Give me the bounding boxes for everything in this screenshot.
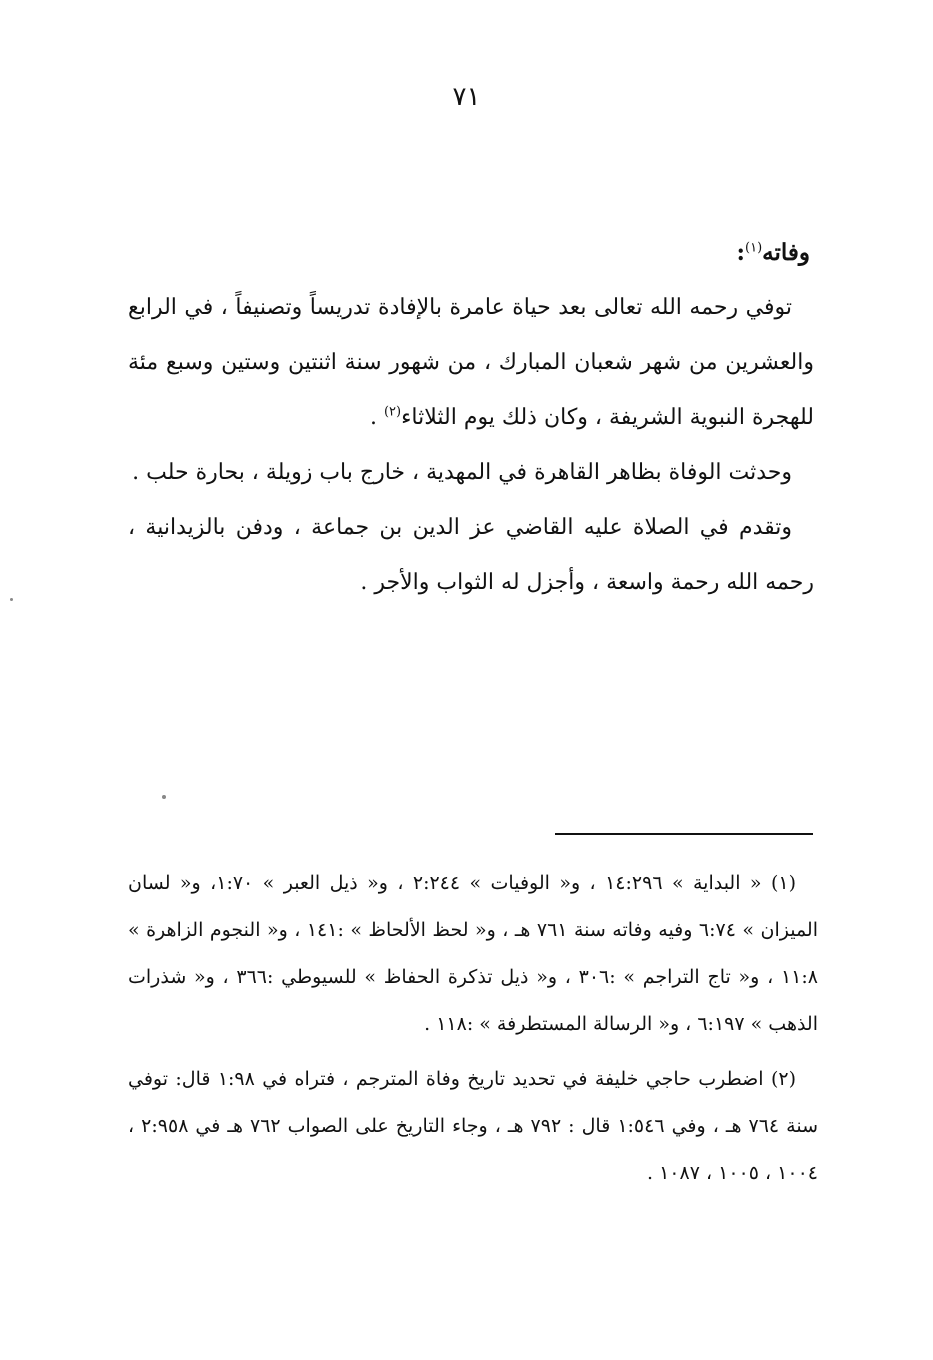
- paragraph-death-date: [128, 280, 814, 445]
- page-number: ٧١: [452, 82, 481, 112]
- section-heading: [128, 225, 814, 280]
- main-text: [128, 225, 814, 610]
- footnote-2: (٢) اضطرب حاجي خليفة في تحديد تاريخ وفاة المترجم ، فتراه في ١:٩٨ قال: توفي سنة ٧٦٤ هـ ، وفي ١:٥٤٦ قال : ٧٩٢ هـ ، وجاء التاريخ على الصواب ٧٦٢ هـ في ٢:٩٥٨ ، ١٠٠٤ ، ١٠٠٥ ، ١٠٨٧ .: [128, 1068, 818, 1184]
- section-heading-suffix: :: [736, 239, 746, 266]
- section-heading-title: وفاته: [762, 239, 810, 266]
- paragraph-text: توفي رحمه الله تعالى بعد حياة عامرة بالإفادة تدريساً وتصنيفاً ، في الرابع والعشرين من شهر شعبان المبارك ، من شهور سنة اثنتين وستين وسبع مئة للهجرة النبوية الشريفة ، وكان ذلك يوم الثلاثاء: [128, 295, 814, 430]
- footnote-1: (١) « البداية » ١٤:٢٩٦ ، و« الوفيات » ٢:٢٤٤ ، و« ذيل العبر » ١:٧٠، و« لسان الميزان » ٦:٧٤ وفيه وفاته سنة ٧٦١ هـ ، و« لحظ الألحاظ » :١٤١ ، و« النجوم الزاهرة » ١١:٨ ، و« تاج التراجم » :٣٠٦ ، و« ذيل تذكرة الحفاظ » للسيوطي :٣٦٦ ، و« شذرات الذهب » ٦:١٩٧ ، و« الرسالة المستطرفة » :١١٨ .: [128, 872, 818, 1035]
- scan-speck: [162, 795, 166, 799]
- paragraph-end: .: [369, 405, 384, 430]
- scan-speck: [10, 598, 13, 601]
- footnote-separator: [555, 833, 813, 835]
- paragraph-funeral: وتقدم في الصلاة عليه القاضي عز الدين بن جماعة ، ودفن بالزيدانية ، رحمه الله رحمة واسعة ، وأجزل له الثواب والأجر .: [128, 515, 814, 595]
- footnotes: [128, 860, 818, 1205]
- paragraph-death-place: وحدثت الوفاة بظاهر القاهرة في المهدية ، خارج باب زويلة ، بحارة حلب .: [132, 460, 792, 485]
- footnote-ref-1: (١): [745, 240, 763, 256]
- footnote-ref-2: (٢): [383, 404, 402, 420]
